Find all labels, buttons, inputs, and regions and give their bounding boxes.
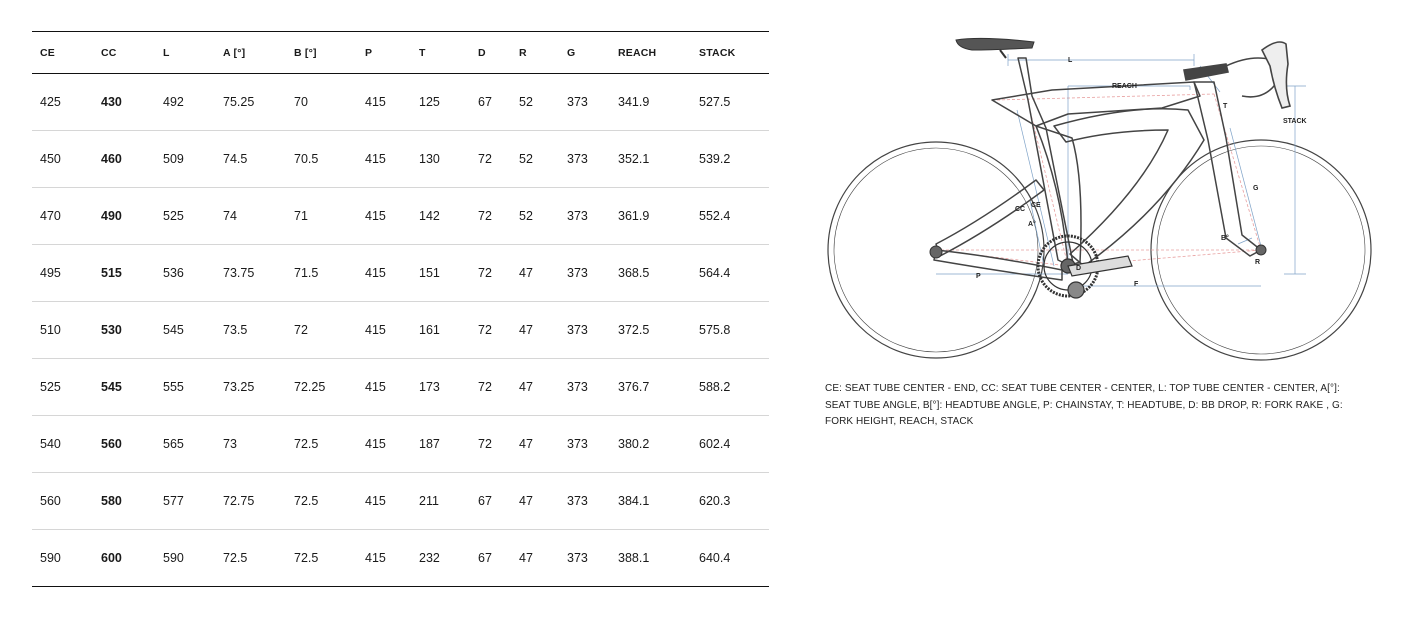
table-cell: 470 bbox=[32, 188, 93, 245]
label-r: R bbox=[1255, 259, 1261, 266]
table-body bbox=[32, 74, 769, 587]
table-cell: 575.8 bbox=[691, 302, 769, 359]
table-cell: 527.5 bbox=[691, 74, 769, 131]
table-cell: 52 bbox=[511, 188, 559, 245]
table-cell: 415 bbox=[357, 416, 411, 473]
label-stack: STACK bbox=[1283, 118, 1307, 125]
table-cell: 552.4 bbox=[691, 188, 769, 245]
table-row bbox=[32, 530, 769, 587]
table-cell: 70 bbox=[286, 74, 357, 131]
table-cell: 415 bbox=[365, 551, 386, 565]
label-f: F bbox=[1134, 281, 1139, 288]
table-cell: 72 bbox=[286, 302, 357, 359]
bike-geometry-diagram bbox=[822, 30, 1377, 370]
table-cell: 415 bbox=[357, 131, 411, 188]
table-cell: 52 bbox=[511, 131, 559, 188]
table-cell: 536 bbox=[155, 245, 215, 302]
table-cell: 73.5 bbox=[215, 302, 286, 359]
table-cell: 490 bbox=[93, 188, 155, 245]
table-cell: 341.9 bbox=[610, 74, 691, 131]
table-cell: 72 bbox=[470, 245, 511, 302]
table-cell: 425 bbox=[32, 74, 93, 131]
table-cell: 72 bbox=[470, 188, 511, 245]
table-row bbox=[32, 188, 769, 245]
table-cell: 515 bbox=[93, 245, 155, 302]
table-cell: 545 bbox=[155, 302, 215, 359]
table-cell: 161 bbox=[411, 302, 470, 359]
table-cell: 67 bbox=[470, 74, 511, 131]
table-cell: 73.75 bbox=[215, 245, 286, 302]
table-cell: 373 bbox=[559, 74, 610, 131]
label-b: B° bbox=[1221, 235, 1229, 242]
table-cell: 47 bbox=[511, 245, 559, 302]
table-cell: 492 bbox=[155, 74, 215, 131]
column-header: G bbox=[559, 32, 610, 74]
geometry-table bbox=[32, 31, 769, 587]
column-header: D bbox=[470, 32, 511, 74]
label-l: L bbox=[1068, 57, 1073, 64]
table-cell: 415 bbox=[357, 188, 411, 245]
table-cell: 71.5 bbox=[286, 245, 357, 302]
label-ce: CE bbox=[1031, 202, 1041, 209]
table-cell: 52 bbox=[511, 74, 559, 131]
table-row bbox=[32, 131, 769, 188]
table-cell: 72 bbox=[470, 359, 511, 416]
table-cell: 565 bbox=[155, 416, 215, 473]
table-cell: 577 bbox=[155, 473, 215, 530]
table-cell: 47 bbox=[511, 416, 559, 473]
table-cell: 72.5 bbox=[286, 416, 357, 473]
table-cell: 525 bbox=[32, 359, 93, 416]
table-cell: 602.4 bbox=[691, 416, 769, 473]
table-cell: 415 bbox=[357, 473, 411, 530]
table-cell: 539.2 bbox=[691, 131, 769, 188]
table-cell: 510 bbox=[32, 302, 93, 359]
table-cell: 620.3 bbox=[691, 473, 769, 530]
table-cell: 361.9 bbox=[610, 188, 691, 245]
table-cell: 173 bbox=[411, 359, 470, 416]
column-header: A [°] bbox=[215, 32, 286, 74]
table-row bbox=[32, 359, 769, 416]
table-cell: 125 bbox=[411, 74, 470, 131]
table-cell: 71 bbox=[286, 188, 357, 245]
table-cell: 47 bbox=[519, 551, 533, 565]
table-cell: 530 bbox=[93, 302, 155, 359]
table-cell: 74.5 bbox=[215, 131, 286, 188]
table-cell: 640.4 bbox=[699, 551, 731, 565]
table-cell: 73 bbox=[215, 416, 286, 473]
table-cell: 509 bbox=[155, 131, 215, 188]
column-header: B [°] bbox=[286, 32, 357, 74]
table-cell: 72.75 bbox=[215, 473, 286, 530]
table-cell: 67 bbox=[470, 473, 511, 530]
header-row bbox=[32, 32, 769, 74]
table-cell: 384.1 bbox=[610, 473, 691, 530]
front-hub bbox=[1256, 245, 1266, 255]
table-cell: 74 bbox=[215, 188, 286, 245]
table-cell: 415 bbox=[357, 302, 411, 359]
table-cell: 373 bbox=[559, 131, 610, 188]
table-cell: 580 bbox=[93, 473, 155, 530]
crankset bbox=[1038, 236, 1132, 298]
table-cell: 211 bbox=[411, 473, 470, 530]
label-d: D bbox=[1076, 265, 1082, 272]
table-cell: 142 bbox=[411, 188, 470, 245]
table-cell: 588.2 bbox=[691, 359, 769, 416]
table-cell: 415 bbox=[357, 359, 411, 416]
label-t: T bbox=[1223, 103, 1228, 110]
table-cell: 373 bbox=[559, 359, 610, 416]
table-cell: 373 bbox=[559, 416, 610, 473]
column-header: T bbox=[411, 32, 470, 74]
table-header bbox=[32, 32, 769, 74]
table-cell: 460 bbox=[93, 131, 155, 188]
table-cell: 415 bbox=[357, 245, 411, 302]
column-header: REACH bbox=[610, 32, 691, 74]
table-cell: 590 bbox=[163, 551, 184, 565]
table-cell: 495 bbox=[32, 245, 93, 302]
table-cell: 555 bbox=[155, 359, 215, 416]
bike-frame bbox=[934, 58, 1261, 280]
rear-hub bbox=[930, 246, 942, 258]
table-cell: 564.4 bbox=[691, 245, 769, 302]
table-cell: 372.5 bbox=[610, 302, 691, 359]
column-header: STACK bbox=[691, 32, 769, 74]
handlebar bbox=[1184, 42, 1290, 108]
column-header: P bbox=[357, 32, 411, 74]
table-cell: 540 bbox=[32, 416, 93, 473]
table-cell: 430 bbox=[93, 74, 155, 131]
table-cell: 72.5 bbox=[294, 551, 319, 565]
table-cell: 450 bbox=[32, 131, 93, 188]
label-cc: CC bbox=[1015, 206, 1026, 213]
table-cell: 47 bbox=[511, 359, 559, 416]
table-cell: 560 bbox=[93, 416, 155, 473]
column-header: L bbox=[155, 32, 215, 74]
column-header: CE bbox=[32, 32, 93, 74]
table-cell: 72.5 bbox=[223, 551, 248, 565]
label-p: P bbox=[976, 273, 981, 280]
table-cell: 373 bbox=[559, 473, 610, 530]
table-cell: 75.25 bbox=[215, 74, 286, 131]
geometry-legend: CE: SEAT TUBE CENTER - END, CC: SEAT TUBE CENTER - CENTER, L: TOP TUBE CENTER - CENTER, A[°]: SEAT TUBE ANGLE, B[°]: HEADTUBE ANGLE, P: CHAINSTAY, T: HEADTUBE, D: BB DROP, R: FORK RAKE , G: FORK HEIGHT, REACH, STACK bbox=[825, 383, 1343, 427]
table-cell: 73.25 bbox=[215, 359, 286, 416]
table-cell: 352.1 bbox=[610, 131, 691, 188]
table-cell: 72.5 bbox=[286, 473, 357, 530]
saddle bbox=[956, 38, 1034, 58]
table-cell: 560 bbox=[32, 473, 93, 530]
table-cell: 388.1 bbox=[618, 551, 650, 565]
table-cell: 47 bbox=[511, 473, 559, 530]
table-cell: 72.25 bbox=[286, 359, 357, 416]
label-a: A° bbox=[1028, 221, 1036, 228]
table-cell: 600 bbox=[101, 551, 122, 565]
table-cell: 380.2 bbox=[610, 416, 691, 473]
table-cell: 151 bbox=[411, 245, 470, 302]
column-header: CC bbox=[93, 32, 155, 74]
table-row bbox=[32, 302, 769, 359]
label-reach: REACH bbox=[1112, 83, 1137, 90]
column-header: R bbox=[511, 32, 559, 74]
table-cell: 368.5 bbox=[610, 245, 691, 302]
table-cell: 373 bbox=[559, 188, 610, 245]
table-cell: 72 bbox=[470, 302, 511, 359]
table-cell: 525 bbox=[155, 188, 215, 245]
table-cell: 232 bbox=[419, 551, 440, 565]
table-row bbox=[32, 245, 769, 302]
table-cell: 373 bbox=[559, 302, 610, 359]
table-cell: 415 bbox=[357, 74, 411, 131]
table-cell: 72 bbox=[470, 131, 511, 188]
table-cell: 373 bbox=[559, 245, 610, 302]
geometry-reference-lines bbox=[936, 94, 1261, 266]
table-cell: 47 bbox=[511, 302, 559, 359]
table-row bbox=[32, 74, 769, 131]
table-row bbox=[32, 416, 769, 473]
table-cell: 590 bbox=[40, 551, 61, 565]
table-row bbox=[32, 473, 769, 530]
table-cell: 70.5 bbox=[286, 131, 357, 188]
table-cell: 67 bbox=[478, 551, 492, 565]
table-cell: 187 bbox=[411, 416, 470, 473]
table-cell: 130 bbox=[411, 131, 470, 188]
table-cell: 373 bbox=[567, 551, 588, 565]
table-cell: 545 bbox=[93, 359, 155, 416]
label-g: G bbox=[1253, 185, 1259, 192]
table-cell: 72 bbox=[470, 416, 511, 473]
table-cell: 376.7 bbox=[610, 359, 691, 416]
